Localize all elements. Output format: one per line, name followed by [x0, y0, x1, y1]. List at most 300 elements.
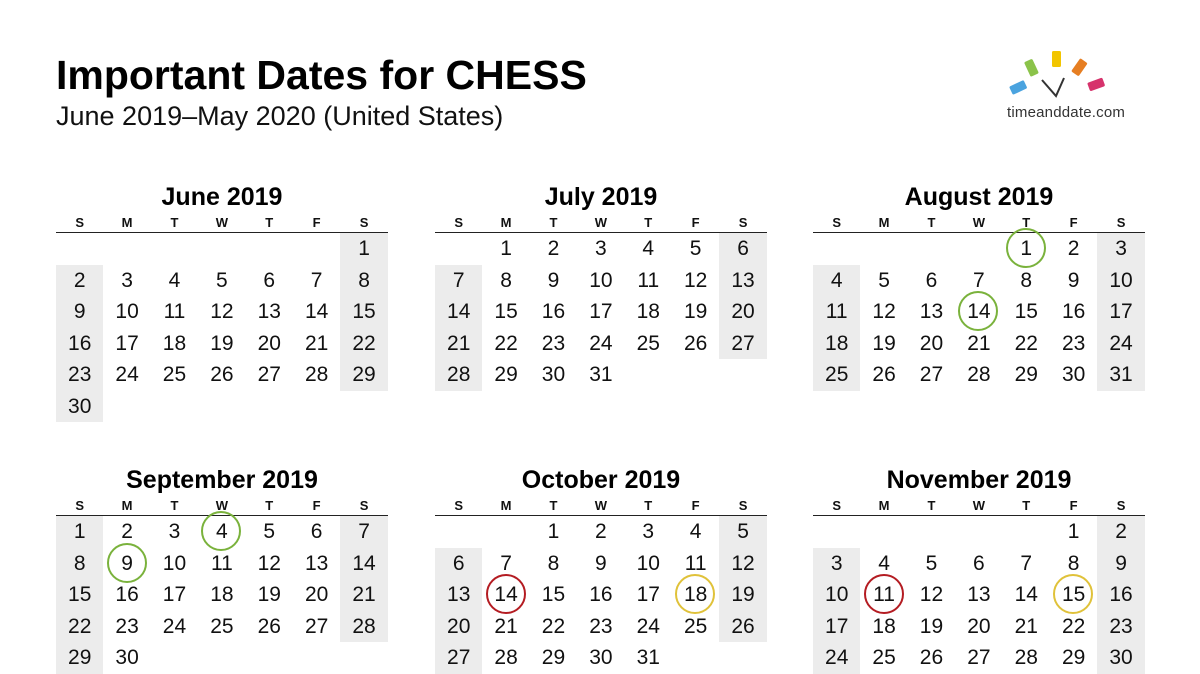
empty-cell: [246, 233, 293, 265]
day-cell[interactable]: [908, 265, 955, 297]
day-cell[interactable]: [482, 579, 529, 611]
day-number: 29: [352, 363, 376, 386]
day-cell[interactable]: [1097, 233, 1144, 265]
day-number: 9: [547, 268, 560, 292]
day-cell[interactable]: [955, 359, 1002, 391]
day-cell[interactable]: [340, 611, 387, 643]
day-cell[interactable]: [246, 265, 293, 297]
day-cell[interactable]: [293, 548, 340, 580]
day-cell[interactable]: [435, 611, 482, 643]
day-cell[interactable]: [1003, 265, 1050, 297]
day-cell[interactable]: [435, 642, 482, 674]
day-cell[interactable]: [1050, 611, 1097, 643]
day-number: 30: [115, 646, 139, 669]
empty-cell: [293, 391, 340, 423]
day-cell[interactable]: [56, 265, 103, 297]
day-number: 30: [68, 394, 92, 418]
day-number: 4: [168, 268, 181, 292]
empty-cell: [246, 391, 293, 423]
empty-cell: [340, 642, 387, 674]
day-number: 26: [872, 363, 896, 386]
day-number: 2: [1115, 520, 1127, 543]
day-cell[interactable]: [340, 359, 387, 391]
day-cell[interactable]: [625, 642, 672, 674]
day-cell[interactable]: [435, 579, 482, 611]
day-cell[interactable]: [198, 548, 245, 580]
day-cell[interactable]: [813, 359, 860, 391]
day-number: 2: [1067, 237, 1080, 260]
day-cell[interactable]: [482, 233, 529, 265]
day-cell[interactable]: [625, 233, 672, 265]
day-number: 18: [636, 300, 660, 323]
day-number: 9: [1115, 551, 1127, 575]
day-cell[interactable]: [1097, 579, 1144, 611]
day-cell[interactable]: [577, 611, 624, 643]
day-cell[interactable]: [860, 328, 907, 360]
day-number: 28: [1014, 646, 1038, 669]
day-cell[interactable]: [625, 516, 672, 548]
day-number: 10: [636, 551, 660, 575]
day-number: 5: [216, 268, 228, 292]
day-cell[interactable]: [1003, 611, 1050, 643]
day-cell[interactable]: [908, 611, 955, 643]
day-cell[interactable]: [1050, 328, 1097, 360]
weekday-label: F: [312, 498, 321, 513]
day-cell[interactable]: [151, 328, 198, 360]
weekday-label: S: [359, 498, 369, 513]
page-title: Important Dates for CHESS: [56, 52, 587, 98]
logo-green-block: [1024, 59, 1039, 77]
day-cell[interactable]: [56, 359, 103, 391]
day-number: 28: [494, 646, 518, 669]
day-cell[interactable]: [577, 642, 624, 674]
day-cell[interactable]: [860, 611, 907, 643]
day-number: 23: [115, 614, 139, 638]
day-cell[interactable]: [246, 328, 293, 360]
day-number: 16: [589, 583, 613, 606]
day-cell[interactable]: [577, 516, 624, 548]
day-number: 22: [494, 331, 518, 355]
day-number: 27: [304, 614, 329, 638]
empty-cell: [1003, 516, 1050, 548]
day-number: 11: [825, 300, 848, 323]
day-number: 15: [352, 300, 376, 323]
weekday-label: T: [170, 215, 179, 230]
day-number: 15: [541, 583, 566, 606]
day-grid: [435, 516, 767, 674]
day-cell[interactable]: [672, 328, 719, 360]
weekday-label: T: [927, 215, 936, 230]
day-cell[interactable]: [1050, 296, 1097, 328]
day-number: 14: [447, 300, 471, 323]
day-cell[interactable]: [246, 548, 293, 580]
day-number: 19: [683, 300, 708, 323]
day-cell[interactable]: [577, 579, 624, 611]
day-cell[interactable]: [860, 359, 907, 391]
day-number: 5: [689, 237, 702, 260]
day-number: 2: [121, 520, 133, 543]
day-cell[interactable]: [482, 359, 529, 391]
day-number: 20: [967, 614, 991, 638]
day-cell[interactable]: [813, 642, 860, 674]
day-number: 4: [642, 237, 655, 260]
weekday-label: S: [738, 498, 748, 513]
day-cell[interactable]: [1050, 642, 1097, 674]
day-cell[interactable]: [482, 328, 529, 360]
month-july-2019: [435, 180, 767, 391]
day-cell[interactable]: [246, 611, 293, 643]
day-cell[interactable]: [293, 328, 340, 360]
day-number: 28: [447, 363, 471, 386]
day-number: 19: [919, 614, 944, 638]
day-number: 1: [1020, 237, 1033, 260]
day-cell[interactable]: [625, 579, 672, 611]
day-cell[interactable]: [435, 296, 482, 328]
day-cell[interactable]: [672, 579, 719, 611]
day-cell[interactable]: [198, 359, 245, 391]
day-cell[interactable]: [577, 296, 624, 328]
day-number: 21: [447, 331, 471, 355]
day-cell[interactable]: [530, 328, 577, 360]
day-cell[interactable]: [198, 611, 245, 643]
empty-cell: [719, 642, 766, 674]
day-cell[interactable]: [672, 296, 719, 328]
day-cell[interactable]: [530, 516, 577, 548]
weekday-label: T: [549, 215, 558, 230]
day-number: 25: [872, 646, 896, 669]
empty-cell: [955, 233, 1002, 265]
day-cell[interactable]: [530, 548, 577, 580]
day-number: 4: [216, 520, 228, 543]
day-cell[interactable]: [151, 548, 198, 580]
day-number: 3: [168, 520, 181, 543]
day-cell[interactable]: [482, 265, 529, 297]
logo-text[interactable]: timeanddate.com: [1007, 104, 1126, 121]
day-cell[interactable]: [246, 296, 293, 328]
day-number: 5: [925, 551, 938, 575]
day-cell[interactable]: [577, 328, 624, 360]
day-cell[interactable]: [56, 579, 103, 611]
day-cell[interactable]: [151, 516, 198, 548]
day-cell[interactable]: [813, 579, 860, 611]
month-title: June 2019: [161, 183, 283, 211]
day-number: 12: [919, 583, 944, 606]
day-cell[interactable]: [1003, 579, 1050, 611]
day-cell[interactable]: [719, 328, 766, 360]
day-cell[interactable]: [813, 611, 860, 643]
day-cell[interactable]: [340, 328, 387, 360]
day-cell[interactable]: [103, 296, 150, 328]
day-cell[interactable]: [293, 516, 340, 548]
month-june-2019: [56, 180, 388, 422]
day-cell[interactable]: [530, 265, 577, 297]
day-number: 30: [541, 363, 566, 386]
empty-cell: [103, 391, 150, 423]
day-number: 8: [73, 551, 86, 575]
weekday-label: T: [644, 215, 653, 230]
empty-cell: [908, 516, 955, 548]
day-cell[interactable]: [151, 265, 198, 297]
empty-cell: [672, 642, 719, 674]
day-cell[interactable]: [56, 328, 103, 360]
day-cell[interactable]: [1097, 265, 1144, 297]
day-number: 15: [494, 300, 518, 323]
day-cell[interactable]: [577, 233, 624, 265]
day-cell[interactable]: [719, 579, 766, 611]
day-cell[interactable]: [435, 548, 482, 580]
day-cell[interactable]: [198, 328, 245, 360]
day-number: 2: [73, 268, 86, 292]
day-number: 20: [304, 583, 329, 606]
day-cell[interactable]: [151, 611, 198, 643]
day-cell[interactable]: [908, 328, 955, 360]
weekday-label: S: [454, 215, 464, 230]
day-cell[interactable]: [1097, 516, 1144, 548]
day-cell[interactable]: [860, 296, 907, 328]
day-cell[interactable]: [625, 548, 672, 580]
day-cell[interactable]: [577, 265, 624, 297]
day-cell[interactable]: [860, 642, 907, 674]
day-cell[interactable]: [577, 548, 624, 580]
day-cell[interactable]: [151, 359, 198, 391]
day-number: 22: [352, 331, 376, 355]
day-cell[interactable]: [293, 296, 340, 328]
day-grid: [435, 233, 767, 391]
day-cell[interactable]: [56, 296, 103, 328]
day-cell[interactable]: [56, 391, 103, 423]
day-number: 23: [68, 363, 92, 386]
day-cell[interactable]: [1003, 359, 1050, 391]
day-cell[interactable]: [340, 233, 387, 265]
day-cell[interactable]: [530, 296, 577, 328]
day-cell[interactable]: [1097, 611, 1144, 643]
day-cell[interactable]: [813, 328, 860, 360]
day-number: 13: [257, 300, 281, 323]
day-cell[interactable]: [530, 579, 577, 611]
day-number: 21: [967, 331, 991, 355]
day-number: 3: [642, 520, 655, 543]
day-number: 24: [1109, 331, 1133, 355]
day-cell[interactable]: [1050, 265, 1097, 297]
day-number: 19: [257, 583, 281, 606]
day-cell[interactable]: [955, 328, 1002, 360]
logo-blue-block: [1009, 80, 1027, 95]
month-title: August 2019: [904, 183, 1054, 211]
day-cell[interactable]: [198, 516, 245, 548]
day-cell[interactable]: [860, 265, 907, 297]
day-number: 10: [589, 268, 613, 292]
day-cell[interactable]: [103, 359, 150, 391]
day-cell[interactable]: [625, 328, 672, 360]
day-cell[interactable]: [530, 233, 577, 265]
day-cell[interactable]: [56, 611, 103, 643]
day-number: 29: [1014, 363, 1038, 386]
day-cell[interactable]: [530, 359, 577, 391]
day-cell[interactable]: [625, 265, 672, 297]
day-cell[interactable]: [1050, 233, 1097, 265]
day-cell[interactable]: [103, 548, 150, 580]
day-cell[interactable]: [955, 642, 1002, 674]
day-number: 9: [121, 551, 133, 575]
day-cell[interactable]: [103, 642, 150, 674]
day-number: 26: [257, 614, 281, 638]
day-cell[interactable]: [151, 296, 198, 328]
day-cell[interactable]: [908, 548, 955, 580]
day-cell[interactable]: [577, 359, 624, 391]
day-cell[interactable]: [1097, 548, 1144, 580]
day-cell[interactable]: [246, 579, 293, 611]
day-cell[interactable]: [56, 548, 103, 580]
empty-cell: [955, 516, 1002, 548]
day-cell[interactable]: [246, 359, 293, 391]
day-cell[interactable]: [1003, 642, 1050, 674]
day-cell[interactable]: [482, 642, 529, 674]
day-cell[interactable]: [672, 265, 719, 297]
day-cell[interactable]: [340, 265, 387, 297]
day-cell[interactable]: [103, 265, 150, 297]
day-cell[interactable]: [955, 548, 1002, 580]
day-cell[interactable]: [672, 233, 719, 265]
empty-cell: [908, 233, 955, 265]
day-cell[interactable]: [860, 579, 907, 611]
day-number: 17: [1109, 300, 1133, 323]
day-cell[interactable]: [293, 579, 340, 611]
day-cell[interactable]: [719, 233, 766, 265]
day-cell[interactable]: [955, 579, 1002, 611]
day-cell[interactable]: [246, 516, 293, 548]
day-cell[interactable]: [1050, 579, 1097, 611]
day-number: 17: [825, 614, 849, 638]
day-number: 19: [872, 331, 896, 355]
day-number: 28: [304, 363, 329, 386]
day-cell[interactable]: [813, 548, 860, 580]
day-number: 24: [825, 646, 849, 669]
day-number: 7: [973, 268, 985, 292]
day-cell[interactable]: [1003, 233, 1050, 265]
day-number: 1: [358, 237, 370, 260]
day-cell[interactable]: [151, 579, 198, 611]
day-number: 15: [1014, 300, 1038, 323]
day-cell[interactable]: [103, 328, 150, 360]
day-cell[interactable]: [293, 611, 340, 643]
day-number: 20: [731, 300, 755, 323]
day-cell[interactable]: [482, 611, 529, 643]
day-number: 24: [636, 614, 660, 638]
day-cell[interactable]: [435, 359, 482, 391]
day-number: 23: [589, 614, 613, 638]
month-title: September 2019: [126, 466, 318, 494]
day-cell[interactable]: [1097, 359, 1144, 391]
day-number: 17: [115, 331, 139, 355]
day-cell[interactable]: [719, 516, 766, 548]
day-number: 31: [589, 363, 613, 386]
day-number: 29: [541, 646, 566, 669]
day-cell[interactable]: [340, 548, 387, 580]
day-number: 20: [919, 331, 944, 355]
weekday-header: [813, 214, 1145, 233]
day-cell[interactable]: [719, 296, 766, 328]
day-cell[interactable]: [908, 296, 955, 328]
day-cell[interactable]: [955, 611, 1002, 643]
day-cell[interactable]: [672, 611, 719, 643]
day-number: 14: [1014, 583, 1038, 606]
day-cell[interactable]: [293, 359, 340, 391]
empty-cell: [435, 516, 482, 548]
day-cell[interactable]: [1050, 516, 1097, 548]
day-cell[interactable]: [1097, 328, 1144, 360]
day-cell[interactable]: [1050, 359, 1097, 391]
day-number: 6: [452, 551, 465, 575]
day-cell[interactable]: [908, 579, 955, 611]
day-cell[interactable]: [1003, 548, 1050, 580]
day-cell[interactable]: [435, 328, 482, 360]
day-cell[interactable]: [908, 642, 955, 674]
day-cell[interactable]: [1097, 296, 1144, 328]
empty-cell: [56, 233, 103, 265]
logo-orange-block: [1071, 58, 1088, 76]
day-number: 6: [310, 520, 323, 543]
day-number: 27: [731, 331, 755, 355]
weekday-label: W: [972, 215, 985, 230]
day-number: 23: [1061, 331, 1086, 355]
day-cell[interactable]: [340, 516, 387, 548]
day-cell[interactable]: [530, 611, 577, 643]
day-cell[interactable]: [435, 265, 482, 297]
day-number: 8: [500, 268, 512, 292]
day-grid: [813, 516, 1145, 674]
day-number: 10: [825, 583, 849, 606]
day-cell[interactable]: [103, 611, 150, 643]
day-cell[interactable]: [340, 296, 387, 328]
day-cell[interactable]: [103, 579, 150, 611]
weekday-label: M: [121, 498, 133, 513]
day-cell[interactable]: [955, 296, 1002, 328]
day-number: 18: [683, 583, 708, 606]
day-cell[interactable]: [198, 265, 245, 297]
day-cell[interactable]: [719, 611, 766, 643]
day-cell[interactable]: [340, 579, 387, 611]
day-cell[interactable]: [672, 516, 719, 548]
day-cell[interactable]: [813, 265, 860, 297]
empty-cell: [813, 233, 860, 265]
day-cell[interactable]: [56, 516, 103, 548]
day-number: 21: [304, 331, 329, 355]
empty-cell: [293, 642, 340, 674]
day-cell[interactable]: [482, 296, 529, 328]
day-number: 14: [967, 300, 991, 323]
day-cell[interactable]: [1003, 328, 1050, 360]
day-cell[interactable]: [56, 642, 103, 674]
empty-cell: [293, 233, 340, 265]
day-number: 25: [210, 614, 234, 638]
day-cell[interactable]: [198, 579, 245, 611]
day-number: 9: [595, 551, 607, 575]
day-number: 27: [919, 363, 944, 386]
day-cell[interactable]: [719, 265, 766, 297]
day-cell[interactable]: [908, 359, 955, 391]
day-number: 11: [873, 583, 895, 606]
day-cell[interactable]: [1097, 642, 1144, 674]
day-cell[interactable]: [719, 548, 766, 580]
day-cell[interactable]: [625, 611, 672, 643]
day-cell[interactable]: [198, 296, 245, 328]
day-cell[interactable]: [293, 265, 340, 297]
day-cell[interactable]: [625, 296, 672, 328]
day-cell[interactable]: [813, 296, 860, 328]
day-cell[interactable]: [530, 642, 577, 674]
day-number: 12: [257, 551, 281, 575]
day-cell[interactable]: [1003, 296, 1050, 328]
